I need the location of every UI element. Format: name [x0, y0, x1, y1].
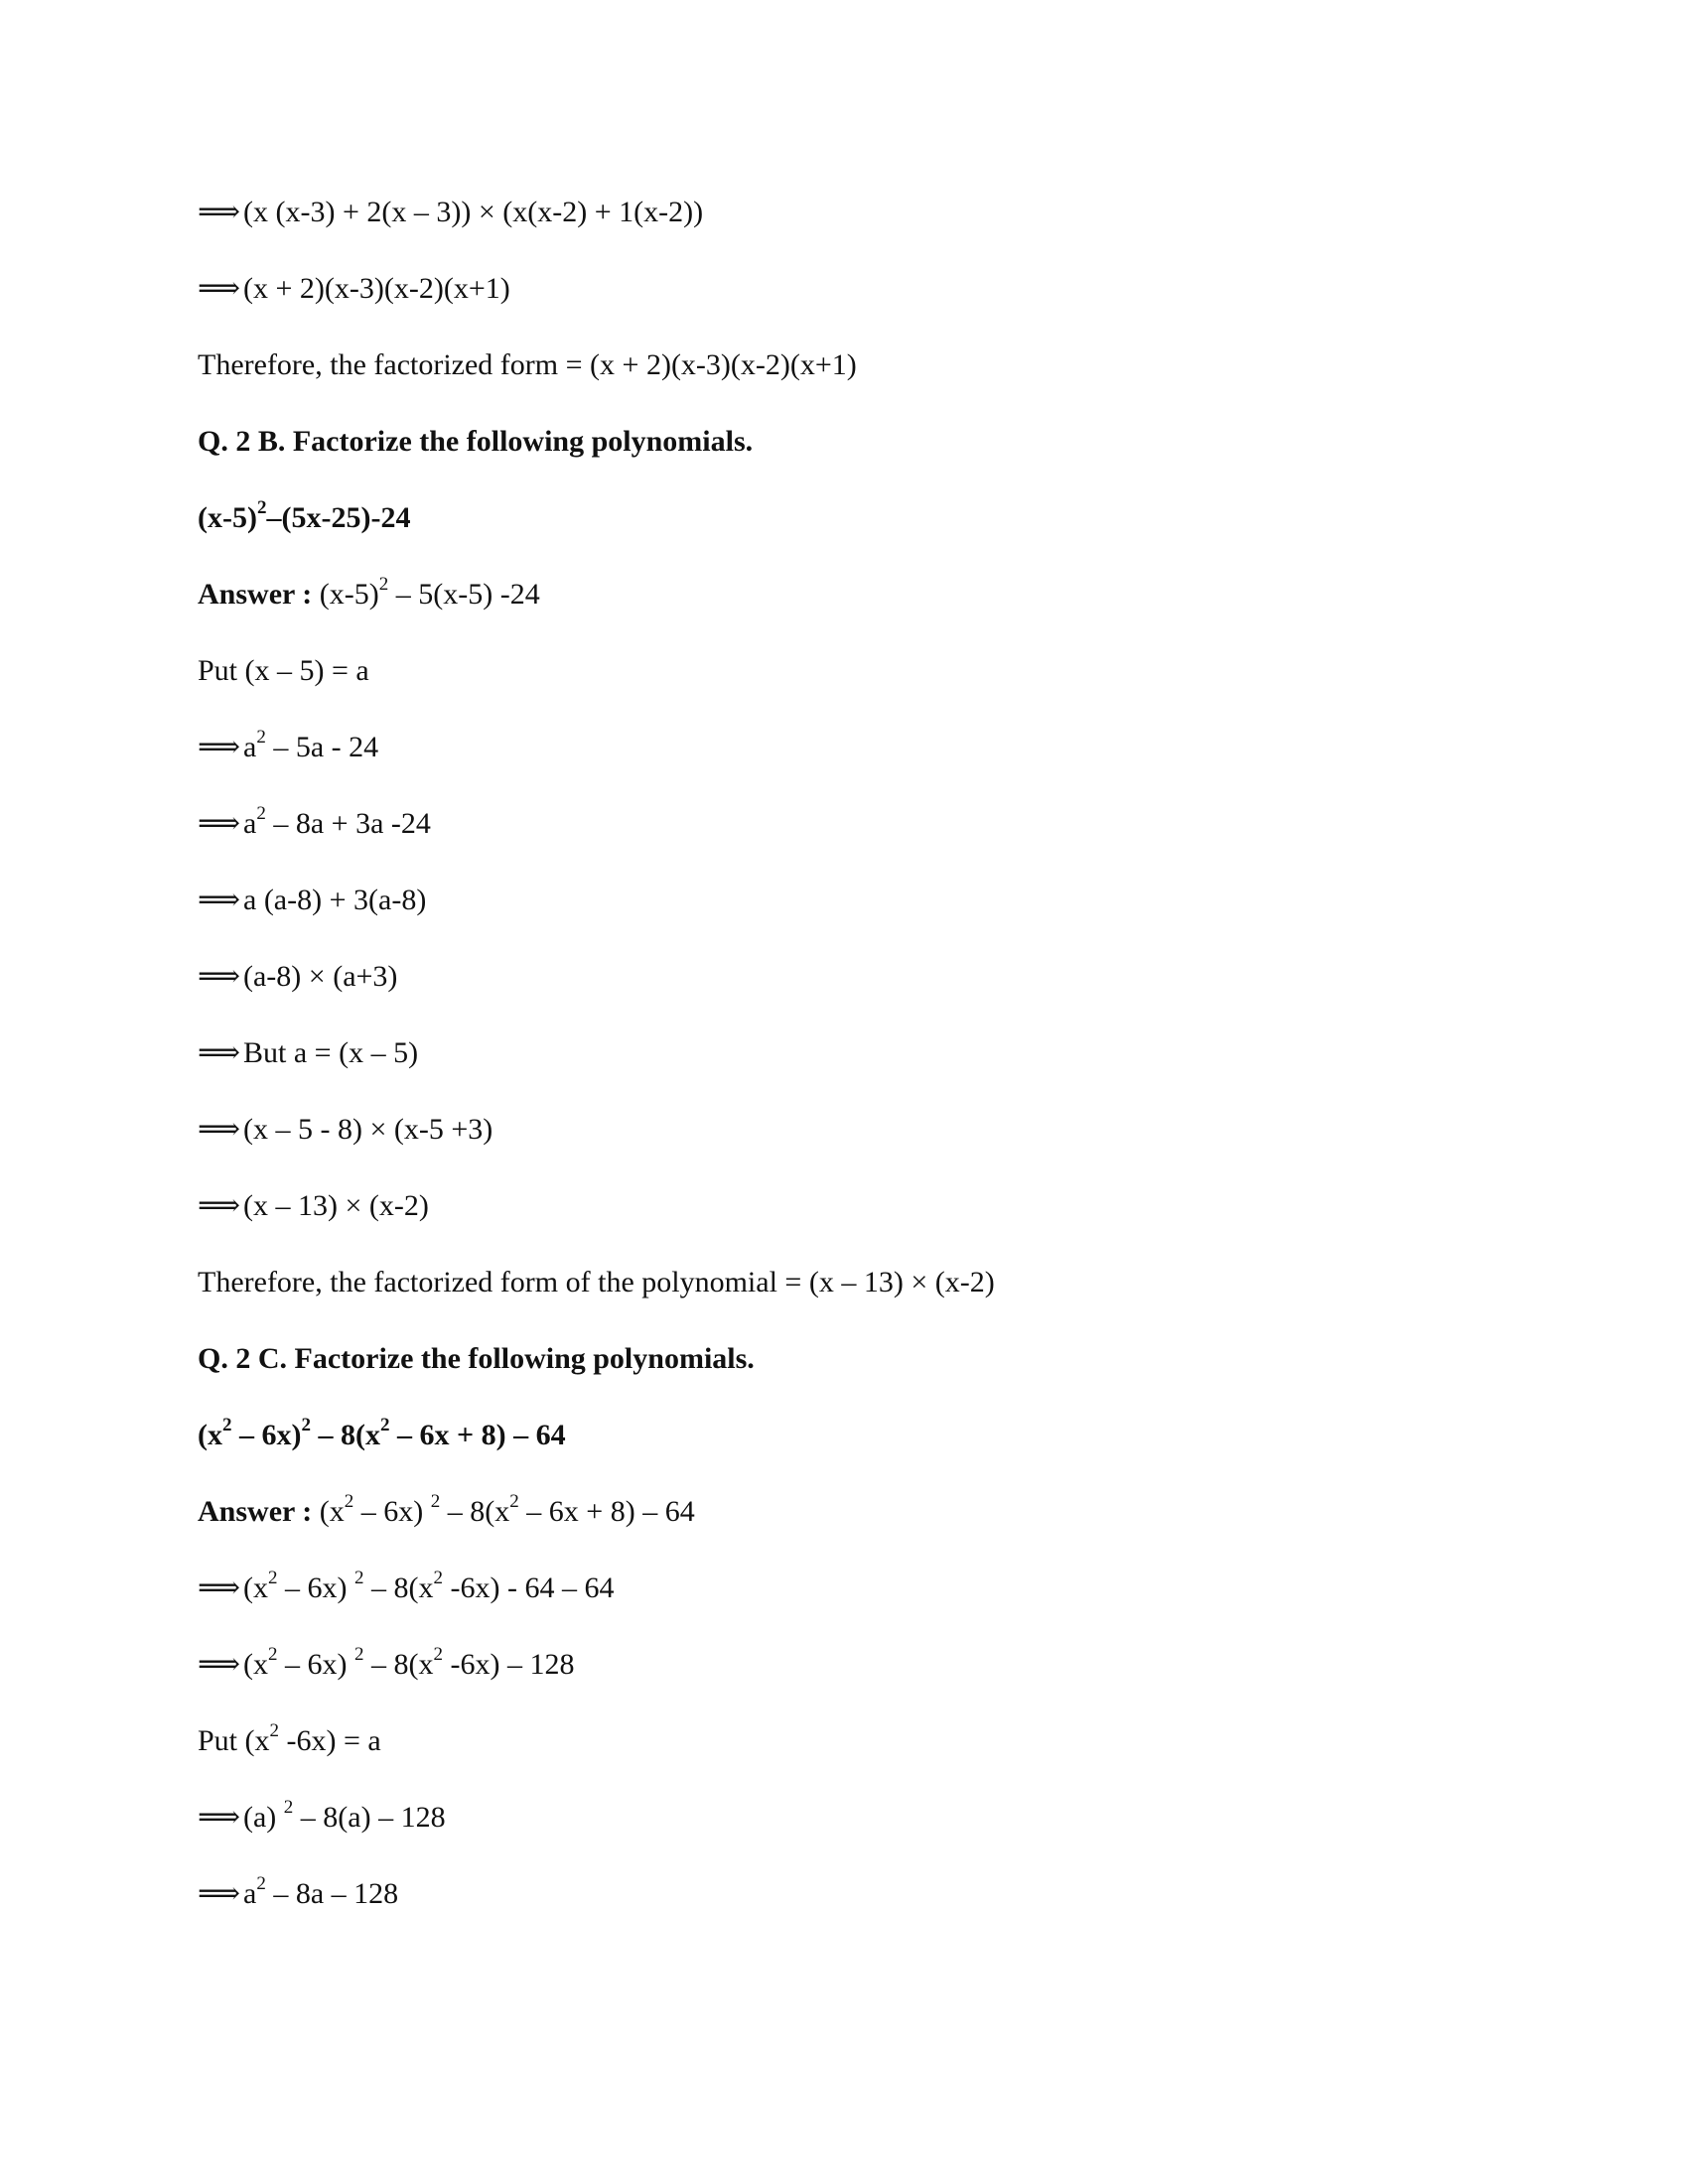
- expression-part: – 8(x: [363, 1571, 434, 1604]
- expression-part: (x-5): [312, 578, 379, 611]
- answer-label: Answer :: [198, 1495, 313, 1528]
- expression-part: -6x) = a: [279, 1724, 381, 1757]
- implies-arrow: ⟹: [198, 884, 241, 916]
- expression-part: –(5x-25)-24: [266, 501, 411, 534]
- expression-part: (x: [243, 1648, 268, 1681]
- exponent: 2: [283, 1797, 294, 1818]
- exponent: 2: [301, 1415, 311, 1435]
- step-line: [198, 271, 1508, 307]
- step-text: (x – 5 - 8) × (x-5 +3): [243, 1113, 493, 1146]
- step-line: [198, 727, 1508, 765]
- exponent: 2: [344, 1491, 354, 1512]
- implies-arrow: ⟹: [198, 1648, 241, 1681]
- implies-arrow: ⟹: [198, 731, 241, 763]
- exponent: 2: [269, 1720, 280, 1741]
- expression-part: (x: [198, 1419, 222, 1451]
- exponent: 2: [354, 1644, 364, 1665]
- expression-part: – 8a + 3a -24: [265, 807, 431, 840]
- question-heading: [198, 1341, 1508, 1377]
- document-page: [198, 195, 1508, 1953]
- exponent: 2: [380, 1415, 390, 1435]
- expression-part: -6x) – 128: [443, 1648, 575, 1681]
- conclusion-line: [198, 1265, 1508, 1300]
- expression-part: – 5(x-5) -24: [388, 578, 540, 611]
- step-line: [198, 1873, 1508, 1912]
- step-text: (x + 2)(x-3)(x-2)(x+1): [243, 272, 510, 305]
- step-text: a (a-8) + 3(a-8): [243, 884, 427, 916]
- step-line: [198, 1797, 1508, 1836]
- answer-line: [198, 1491, 1508, 1530]
- question-expression: [198, 1415, 1508, 1453]
- step-text: (x (x-3) + 2(x – 3)) × (x(x-2) + 1(x-2)): [243, 196, 704, 228]
- step-line: [198, 1035, 1508, 1071]
- exponent: 2: [268, 1644, 278, 1665]
- expression-part: – 6x): [277, 1571, 354, 1604]
- expression-part: – 8(x: [440, 1495, 510, 1528]
- expression-part: a: [243, 807, 257, 840]
- exponent: 2: [378, 574, 389, 595]
- expression-part: – 8(x: [311, 1419, 380, 1451]
- step-line: [198, 1112, 1508, 1148]
- expression-part: a: [243, 731, 257, 763]
- step-text: But a = (x – 5): [243, 1036, 419, 1069]
- exponent: 2: [256, 1873, 266, 1894]
- answer-label: Answer :: [198, 578, 313, 611]
- expression-part: -6x) - 64 – 64: [443, 1571, 615, 1604]
- step-text: (a-8) × (a+3): [243, 960, 398, 993]
- expression-part: – 6x): [353, 1495, 431, 1528]
- step-line: [198, 195, 1508, 230]
- expression-part: – 8a – 128: [265, 1877, 399, 1910]
- implies-arrow: ⟹: [198, 1113, 241, 1146]
- exponent: 2: [222, 1415, 232, 1435]
- exponent: 2: [268, 1568, 278, 1588]
- expression-part: – 5a - 24: [265, 731, 379, 763]
- implies-arrow: ⟹: [198, 1189, 241, 1222]
- implies-arrow: ⟹: [198, 1877, 241, 1910]
- expression-part: a: [243, 1877, 257, 1910]
- expression-part: (a): [243, 1801, 284, 1834]
- step-line: [198, 959, 1508, 995]
- implies-arrow: ⟹: [198, 196, 241, 228]
- conclusion-line: [198, 347, 1508, 383]
- substitution-text: Put (x – 5) = a: [198, 654, 369, 687]
- exponent: 2: [256, 727, 266, 748]
- implies-arrow: ⟹: [198, 807, 241, 840]
- expression-part: – 6x): [277, 1648, 354, 1681]
- expression-part: – 8(x: [363, 1648, 434, 1681]
- expression-part: (x-5): [198, 501, 257, 534]
- exponent: 2: [433, 1568, 443, 1588]
- implies-arrow: ⟹: [198, 1036, 241, 1069]
- substitution-line: [198, 1720, 1508, 1759]
- question-title: Q. 2 C. Factorize the following polynomials.: [198, 1342, 755, 1375]
- expression-part: Put (x: [198, 1724, 270, 1757]
- implies-arrow: ⟹: [198, 960, 241, 993]
- conclusion-text: Therefore, the factorized form of the polynomial = (x – 13) × (x-2): [198, 1266, 995, 1298]
- step-text: (x – 13) × (x-2): [243, 1189, 429, 1222]
- exponent: 2: [256, 803, 266, 824]
- expression-part: – 6x + 8) – 64: [389, 1419, 566, 1451]
- step-line: [198, 883, 1508, 918]
- answer-line: [198, 574, 1508, 613]
- expression-part: (x: [243, 1571, 268, 1604]
- step-line: [198, 1188, 1508, 1224]
- exponent: 2: [433, 1644, 443, 1665]
- expression-part: – 6x + 8) – 64: [518, 1495, 695, 1528]
- expression-part: – 6x): [231, 1419, 302, 1451]
- question-title: Q. 2 B. Factorize the following polynomials.: [198, 425, 754, 458]
- substitution-line: [198, 653, 1508, 689]
- step-line: [198, 1570, 1508, 1606]
- implies-arrow: ⟹: [198, 1571, 241, 1604]
- question-expression: [198, 497, 1508, 536]
- expression-part: – 8(a) – 128: [293, 1801, 446, 1834]
- step-line: [198, 1644, 1508, 1683]
- exponent: 2: [256, 497, 267, 518]
- expression-part: (x: [312, 1495, 345, 1528]
- exponent: 2: [430, 1491, 441, 1512]
- implies-arrow: ⟹: [198, 272, 241, 305]
- question-heading: [198, 424, 1508, 460]
- exponent: 2: [354, 1568, 364, 1588]
- conclusion-text: Therefore, the factorized form = (x + 2)(x-3)(x-2)(x+1): [198, 348, 857, 381]
- implies-arrow: ⟹: [198, 1801, 241, 1834]
- step-line: [198, 803, 1508, 842]
- exponent: 2: [509, 1491, 519, 1512]
